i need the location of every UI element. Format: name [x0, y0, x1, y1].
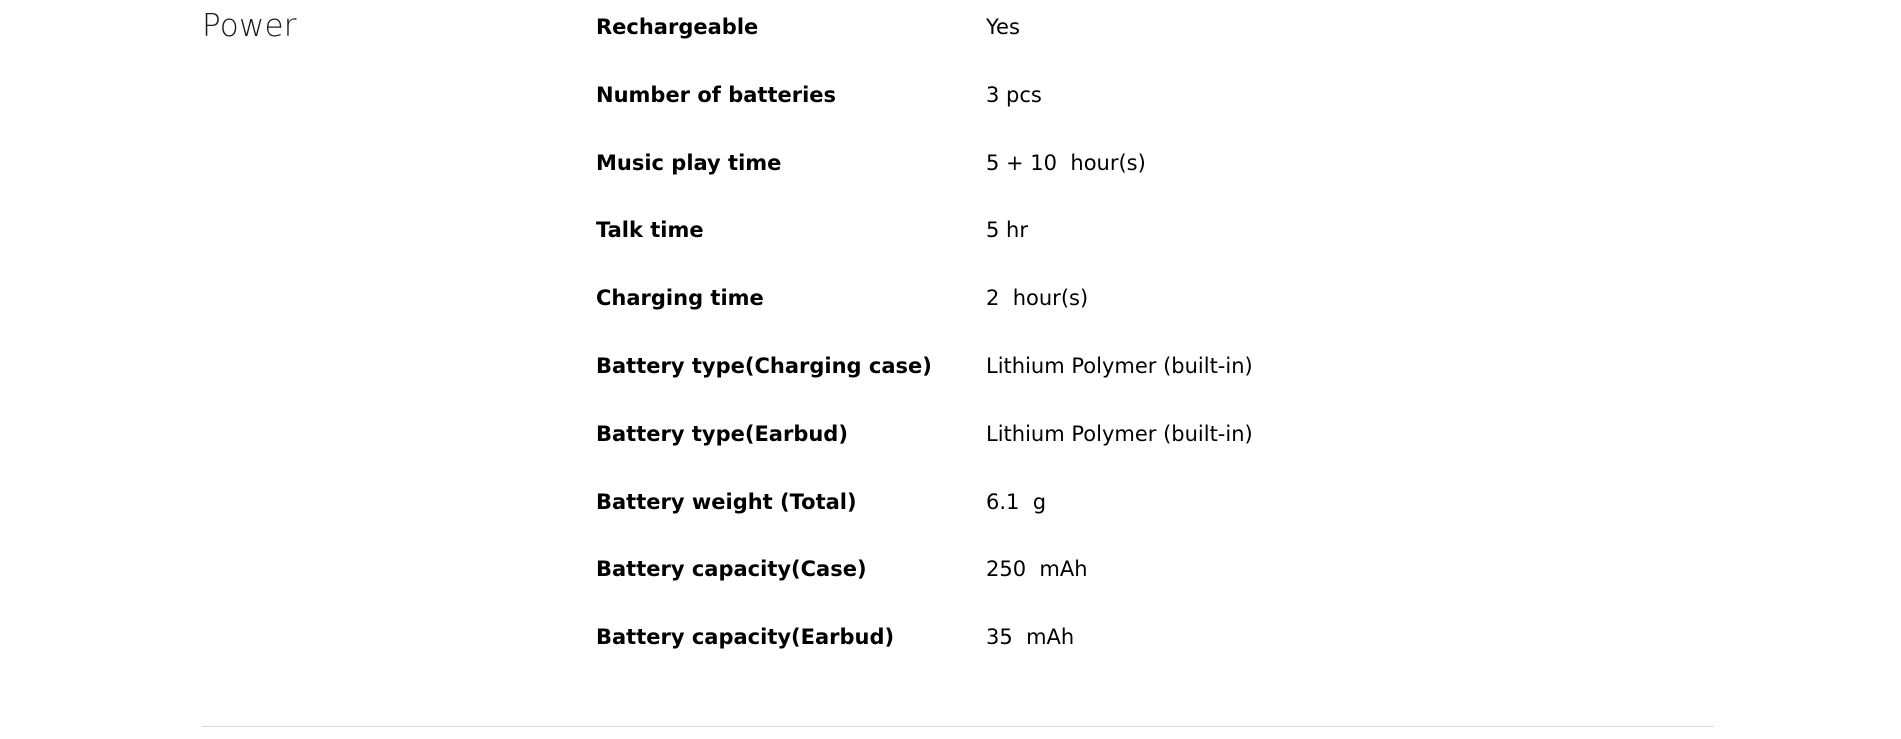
spec-value: 35 mAh	[986, 625, 1075, 650]
spec-label: Battery capacity(Case)	[596, 557, 867, 582]
spec-label: Battery weight (Total)	[596, 489, 857, 514]
spec-row-rechargeable	[596, 0, 1253, 68]
spec-label: Rechargeable	[596, 15, 759, 39]
spec-value: 3 pcs	[986, 82, 1042, 107]
spec-label: Music play time	[596, 150, 782, 175]
spec-value: Lithium Polymer (built-in)	[986, 421, 1253, 446]
spec-value: Yes	[986, 15, 1020, 39]
spec-list	[596, 0, 1253, 678]
spec-value: Lithium Polymer (built-in)	[986, 353, 1253, 378]
spec-value: 250 mAh	[986, 557, 1088, 582]
section-divider	[202, 726, 1714, 727]
spec-label: Number of batteries	[596, 82, 837, 107]
spec-row-music-play-time	[596, 136, 1253, 204]
spec-value: 5 + 10 hour(s)	[986, 150, 1146, 175]
spec-label: Charging time	[596, 286, 764, 311]
spec-row-battery-type-case	[596, 339, 1253, 407]
spec-value: 2 hour(s)	[986, 286, 1089, 311]
spec-row-battery-type-earbud	[596, 407, 1253, 475]
spec-label: Battery type(Charging case)	[596, 353, 932, 378]
spec-row-number-of-batteries	[596, 68, 1253, 136]
spec-label: Battery capacity(Earbud)	[596, 625, 895, 650]
spec-value: 5 hr	[986, 218, 1028, 243]
spec-label: Battery type(Earbud)	[596, 421, 848, 446]
spec-row-charging-time	[596, 271, 1253, 339]
spec-row-battery-weight-total	[596, 475, 1253, 543]
spec-row-battery-capacity-case	[596, 542, 1253, 610]
spec-label: Talk time	[596, 218, 704, 243]
section-title-power: Power	[202, 8, 297, 44]
spec-value: 6.1 g	[986, 489, 1047, 514]
spec-row-battery-capacity-earbud	[596, 610, 1253, 678]
spec-row-talk-time	[596, 203, 1253, 271]
